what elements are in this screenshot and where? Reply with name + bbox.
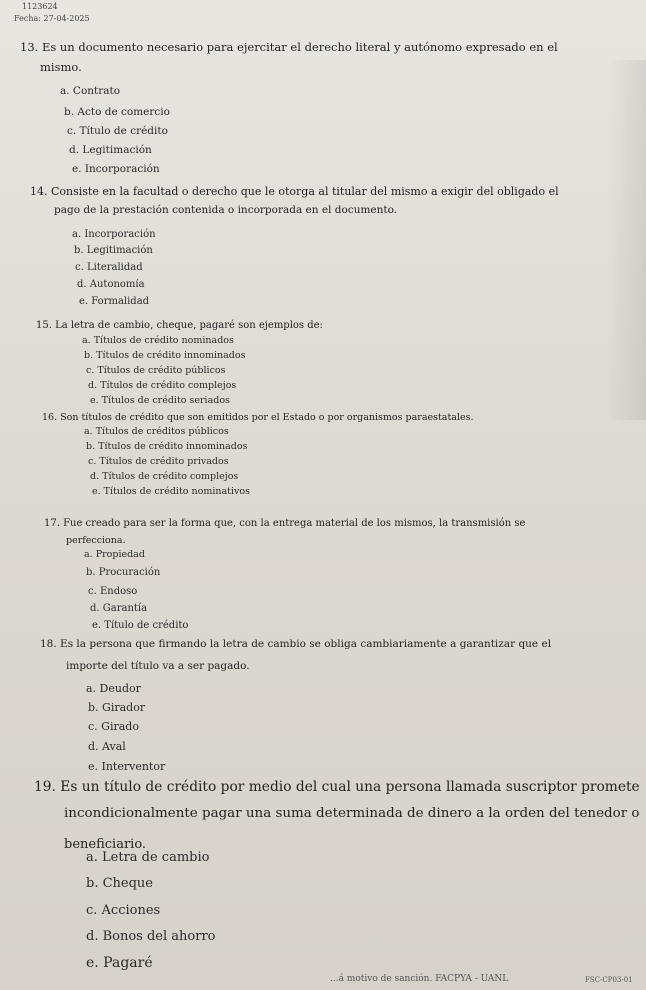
question-text: beneficiario. [64,837,147,852]
question-text: 19. Es un título de crédito por medio del cual una persona llamada suscriptor promete [34,779,640,795]
option-c: c. Títulos de crédito públicos [86,365,226,376]
option-c: c. Título de crédito [67,125,168,137]
option-b: b. Acto de comercio [64,106,170,118]
question-text: 15. La letra de cambio, cheque, pagaré son ejemplos de: [36,320,323,331]
footer-notice: ...á motivo de sanción. FACPYA - UANL [330,974,509,984]
question-text: 17. Fue creado para ser la forma que, con la entrega material de los mismos, la transmisión se [44,518,526,529]
question-text: mismo. [40,60,82,74]
option-c: c. Endoso [88,586,138,597]
option-d: d. Garantía [90,603,148,614]
option-a: a. Títulos de crédito nominados [82,335,234,346]
option-c: c. Acciones [86,903,161,918]
question-text: 18. Es la persona que firmando la letra de cambio se obliga cambiariamente a garantizar que el [40,638,552,650]
option-e: e. Títulos de crédito nominativos [92,486,250,497]
option-e: e. Formalidad [79,296,150,307]
question-text: 13. Es un documento necesario para ejercitar el derecho literal y autónomo expresado en el [20,40,558,54]
option-d: d. Títulos de crédito complejos [90,471,239,482]
option-a: a. Incorporación [72,229,156,240]
option-b: b. Procuración [86,567,161,578]
question-text: 16. Son títulos de crédito que son emitidos por el Estado o por organismos paraestatales. [42,412,474,423]
option-c: c. Girado [88,720,139,733]
header-id: 1123624 [22,2,58,11]
option-a: a. Deudor [86,682,141,695]
option-e: e. Incorporación [72,163,160,175]
page-shadow [606,60,646,420]
header-date: Fecha: 27-04-2025 [14,14,90,23]
question-text: 14. Consiste en la facultad o derecho que le otorga al titular del mismo a exigir del obligado el [30,185,559,198]
option-a: a. Letra de cambio [86,850,210,865]
option-d: d. Títulos de crédito complejos [88,380,237,391]
option-e: e. Interventor [88,760,166,773]
option-b: b. Legitimación [74,245,153,256]
option-c: c. Títulos de crédito privados [88,456,229,467]
option-b: b. Títulos de crédito innominados [86,441,248,452]
footer-code: FSC-CP03-01 [585,976,633,984]
option-e: e. Títulos de crédito seriados [90,395,230,406]
option-d: d. Autonomía [77,279,145,290]
option-a: a. Propiedad [84,549,145,560]
question-text: importe del título va a ser pagado. [66,660,250,672]
option-b: b. Títulos de crédito innominados [84,350,246,361]
question-text: pago de la prestación contenida o incorporada en el documento. [54,204,398,216]
option-a: a. Títulos de créditos públicos [84,426,229,437]
question-text: perfecciona. [66,535,126,546]
option-d: d. Aval [88,740,126,753]
option-a: a. Contrato [60,85,121,97]
option-c: c. Literalidad [75,262,143,273]
question-text: incondicionalmente pagar una suma determinada de dinero a la orden del tenedor o [64,806,640,821]
option-b: b. Girador [88,701,146,714]
option-d: d. Bonos del ahorro [86,929,216,944]
option-d: d. Legitimación [69,144,152,156]
option-e: e. Pagaré [86,955,153,971]
option-b: b. Cheque [86,876,153,891]
option-e: e. Título de crédito [92,620,189,631]
